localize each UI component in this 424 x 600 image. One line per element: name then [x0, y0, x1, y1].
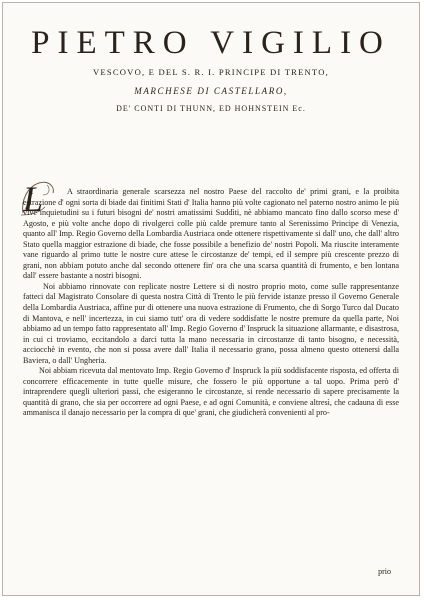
decree-body — [23, 187, 399, 419]
document-page — [2, 2, 420, 596]
title-line-2: MARCHESE DI CASTELLARO, — [134, 86, 288, 96]
title-line-3: DE' CONTI DI THUNN, ED HOHNSTEIN Ec. — [116, 104, 306, 113]
decree-title: PIETRO VIGILIO — [31, 25, 391, 61]
paragraph-3: Noi abbiam ricevuta dal mentovato Imp. Regio Governo d' Inspruck la più soddisfacente risposta, ed offerta di concorrere efficacemente in tutte quelle misure, che fossero le più opportune a tal uopo. Prima però d' intraprendere quegli ulteriori passi, che esigeranno le circostanze, si rende necessario di sapere precisamente la quantità di grano, che sia per occorrere ad ogni Paese, e ad ogni Comunità, e conviene altresì, che cadauna di esse ammanisca il danajo necessario per la compra di que' grani, che giudicherà convenienti al pro- — [23, 366, 399, 418]
paragraph-2: Noi abbiamo rinnovate con replicate nostre Lettere si di nostro proprio moto, come sulle rappresentanze fatteci dal Magistrato Consolare di questa nostra Città di Trento le più fervide istanze presso il Governo Generale della Lombardia Austriaca, affine pur di ottenere una nuova estrazione di Frumento, che di Sorgo Turco dal Ducato di Mantova, e nell' incertezza, in cui siamo tutt' ora di vedere soddisfatte le nostre premure da quella parte, Noi abbiamo ad un tempo fatto rappresentato all' Imp. Regio Governo d' Inspruck la situazione allarmante, e disastrosa, in cui ci troviamo, eccitandolo a darci tutta la mano necessaria in circostanze di tanto bisogno, e necessità, acciocchè in evento, che non si possa avere dall' Italia il necessario grano, possa almeno questo ottenersi dalla Baviera, o dall' Ungheria. — [23, 281, 399, 365]
title-line-1: VESCOVO, E DEL S. R. I. PRINCIPE DI TRENTO, — [93, 67, 329, 77]
catchword: prio — [378, 567, 391, 576]
paragraph-1: A straordinaria generale scarsezza nel nostro Paese del raccolto de' primi grani, e la proibita estrazione d' ogni sorta di biade dai finitimi Stati d' Italia hanno più volte cagionato nel paterno nostro animo le più vive inquietudini su i futuri bisogni de' nostri amatissimi Suddìti, nè abbiamo mancato fino dallo scorso mese d' Agosto, e più volte anche dopo di rivolgerci colle più calde premure tanto al Serenissimo Principe di Venezia, quanto all' Imp. Regio Governo della Lombardia Austriaca onde ottenere rispettivamente si dall' uno, che dall' altro Stato quella maggior estrazione di biade, che fosse possibile a benefizio de' nostri Popoli. Ma riuscite interamente vane riguardo al primo tutte le nostre cure attese le circostanze de' tempi, ed il sempre più crescente prezzo di grani, non abbiam potuto anche dal secondo ottenere fin' ora che una scarsa quantità di frumento, e ben lontana dall' essere bastante a nostri bisogni. — [23, 187, 399, 281]
drop-cap-letter: L — [23, 179, 44, 219]
